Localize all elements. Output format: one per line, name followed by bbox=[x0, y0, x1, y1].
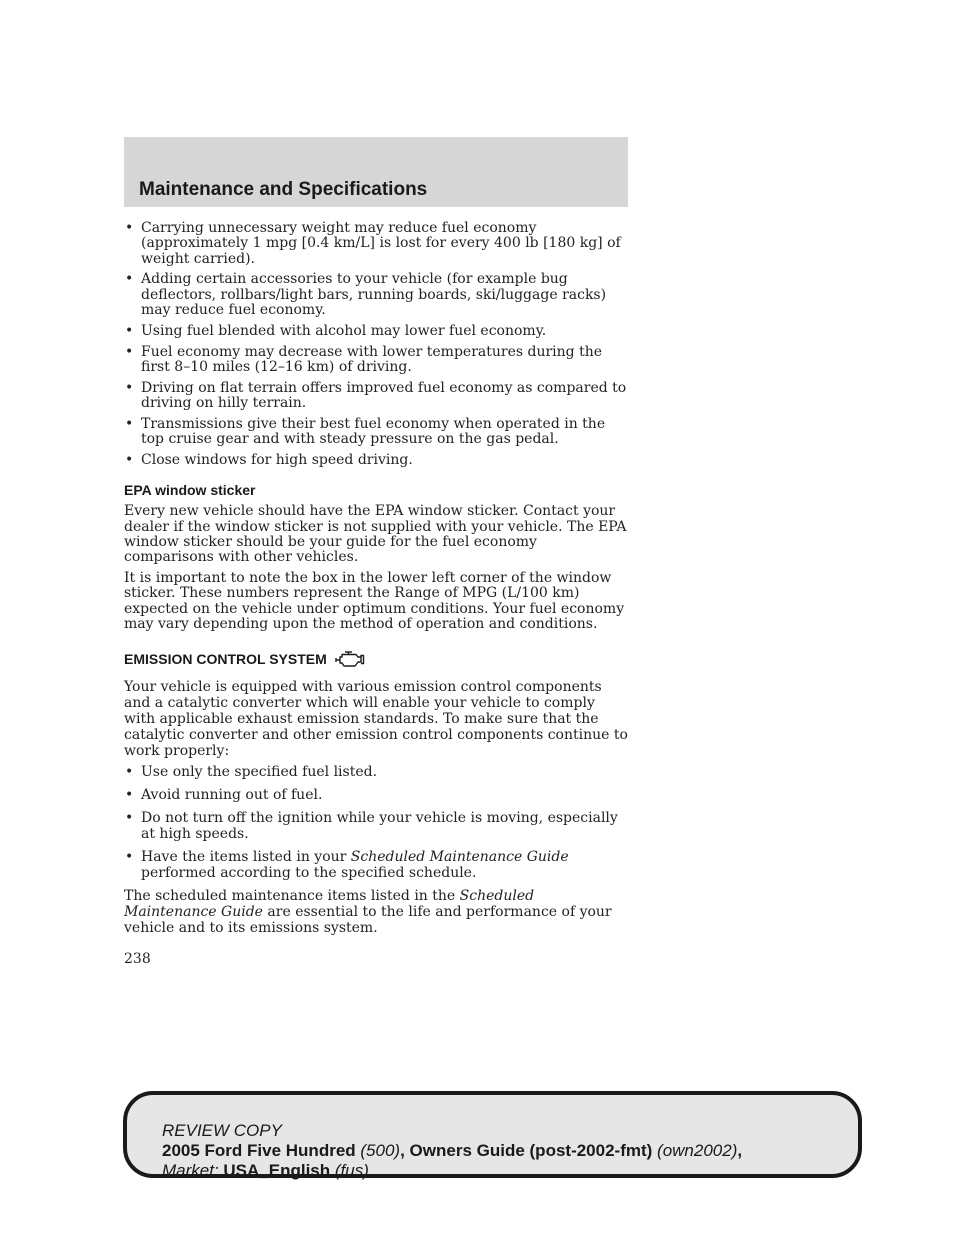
list-item bbox=[124, 849, 630, 881]
market-code: (fus) bbox=[330, 1161, 369, 1180]
market-name: USA_English bbox=[223, 1161, 331, 1180]
page-number: 238 bbox=[124, 951, 151, 968]
list-item: • Use only the specified fuel listed. bbox=[124, 764, 630, 780]
list-item-text: Have the items listed in your bbox=[141, 849, 351, 866]
guide-name: Owners Guide (post-2002-fmt) bbox=[409, 1141, 653, 1160]
list-item: • Avoid running out of fuel. bbox=[124, 787, 630, 803]
guide-title-italic: Scheduled Maintenance Guide bbox=[350, 849, 569, 866]
section-title: Maintenance and Specifications bbox=[139, 179, 428, 200]
separator: , bbox=[737, 1141, 743, 1160]
list-item: • Fuel economy may decrease with lower temperatures during the first 8–10 miles (12–16 km) of driving. bbox=[124, 345, 630, 376]
review-copy-box bbox=[123, 1091, 862, 1178]
emission-intro: Your vehicle is equipped with various emission control components and a catalytic converter which will enable your vehicle to comply with applicable exhaust emission standards. To make sure that the catalytic converter and other emission control components continue to work properly: bbox=[124, 678, 628, 759]
market-label: Market: bbox=[162, 1161, 224, 1180]
emission-heading-text: EMISSION CONTROL SYSTEM bbox=[124, 651, 327, 668]
engine-icon bbox=[334, 647, 366, 672]
fuel-tips-list bbox=[124, 221, 630, 468]
guide-title-italic: Scheduled Maintenance Guide bbox=[124, 888, 535, 921]
epa-paragraph: Every new vehicle should have the EPA window sticker. Contact your dealer if the window sticker is not supplied with your vehicle. The EPA window sticker should be your guide for the fuel economy comparisons with other vehicles. bbox=[124, 503, 627, 566]
model-name: 2005 Ford Five Hundred bbox=[162, 1141, 356, 1160]
section-header-band bbox=[124, 137, 628, 207]
list-item: • Adding certain accessories to your vehicle (for example bug deflectors, rollbars/light bars, running boards, ski/luggage racks) may reduce fuel economy. bbox=[124, 272, 630, 318]
list-item: • Transmissions give their best fuel economy when operated in the top cruise gear and with steady pressure on the gas pedal. bbox=[124, 417, 630, 448]
separator: , bbox=[400, 1141, 410, 1160]
emission-closing bbox=[124, 888, 630, 936]
list-item: • Using fuel blended with alcohol may lower fuel economy. bbox=[124, 324, 630, 339]
epa-heading: EPA window sticker bbox=[124, 482, 256, 499]
closing-text: The scheduled maintenance items listed in the bbox=[124, 888, 460, 905]
guide-code: (own2002) bbox=[652, 1141, 738, 1160]
page-content bbox=[124, 221, 630, 967]
list-item-text: performed according to the specified schedule. bbox=[141, 865, 477, 882]
emission-tips-list bbox=[124, 764, 630, 881]
emission-heading bbox=[124, 647, 630, 672]
closing-text: are essential to the life and performance of your vehicle and to its emissions system. bbox=[124, 904, 612, 937]
list-item: • Driving on flat terrain offers improved fuel economy as compared to driving on hilly terrain. bbox=[124, 381, 630, 412]
epa-paragraph: It is important to note the box in the lower left corner of the window sticker. These numbers represent the Range of MPG (L/100 km) expected on the vehicle under optimum conditions. Your fuel economy may vary depending upon the method of operation and conditions. bbox=[124, 570, 625, 633]
emission-section bbox=[124, 679, 630, 937]
list-item: • Carrying unnecessary weight may reduce fuel economy (approximately 1 mpg [0.4 km/L] is lost for every 400 lb [180 kg] of weight carried). bbox=[124, 221, 630, 267]
list-item: • Close windows for high speed driving. bbox=[124, 453, 630, 468]
review-copy-text bbox=[162, 1121, 742, 1181]
list-item: • Do not turn off the ignition while your vehicle is moving, especially at high speeds. bbox=[124, 810, 630, 842]
model-code: (500) bbox=[355, 1141, 401, 1160]
review-label: REVIEW COPY bbox=[162, 1121, 282, 1140]
